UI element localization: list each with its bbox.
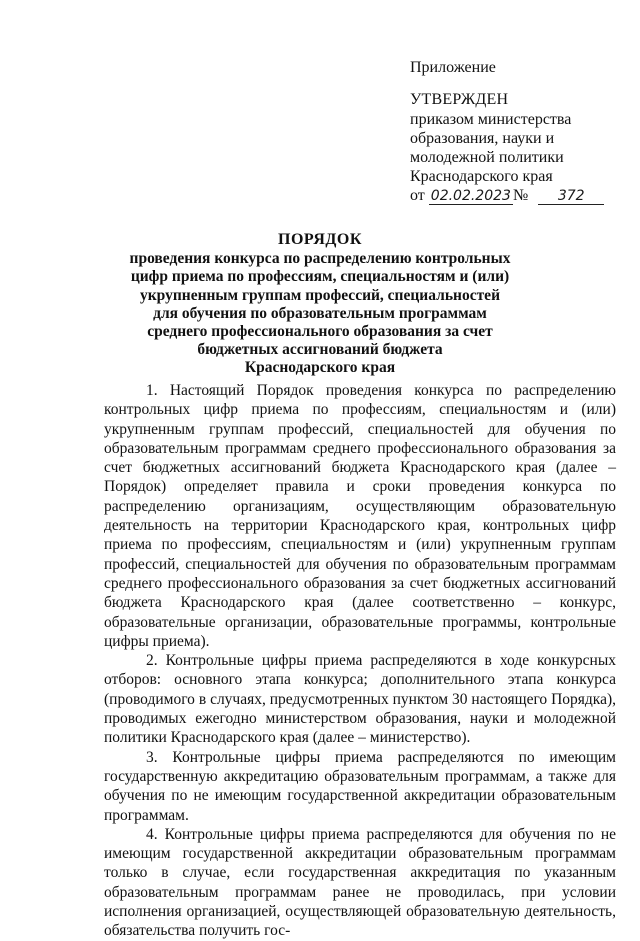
approval-line: приказом министерства	[410, 111, 572, 128]
order-date-line	[410, 186, 630, 205]
order-number: 372	[538, 189, 604, 205]
paragraph-3: 3. Контрольные цифры приема распределяются по имеющим государственную аккредитацию образовательным программам, а также для обучения по не имеющим государственной аккредитации образовательным программам.	[104, 748, 616, 824]
appendix-label: Приложение	[410, 59, 496, 76]
approval-line: Краснодарского края	[410, 168, 553, 185]
title-line: бюджетных ассигнований бюджета	[197, 341, 443, 359]
title-line: цифр приема по профессиям, специальностям и (или)	[130, 268, 510, 286]
document-title	[110, 231, 530, 378]
approval-line: образования, науки и	[410, 130, 555, 147]
title-line: для обучения по образовательным программам	[153, 304, 487, 322]
number-sign: №	[512, 187, 529, 204]
approval-block	[410, 58, 630, 205]
paragraph-1: 1. Настоящий Порядок проведения конкурса по распределению контрольных цифр приема по профессиям, специальностям и (или) укрупненным группам профессий, специальностей для обучения по образовательным программам среднего профессионального образования за счет бюджетных ассигнований бюджета Краснодарского края (далее – Порядок) определяет правила и сроки проведения конкурса по распределению организациям, осуществляющим образовательную деятельность на территории Краснодарского края, контрольных цифр приема по профессиям, специальностям и (или) укрупненным группам профессий, специальностей для обучения по образовательным программам среднего профессионального образования за счет бюджетных ассигнований бюджета Краснодарского края (далее соответственно – конкурс, образовательные организации, образовательные программы, контрольные цифры приема).	[104, 382, 616, 650]
title-line: среднего профессионального образования за счет	[147, 323, 493, 341]
title-line: Краснодарского края	[244, 359, 396, 377]
paragraph-2: 2. Контрольные цифры приема распределяются в ходе конкурсных отборов: основного этапа конкурса; дополнительного этапа конкурса (проводимого в случаях, предусмотренных пунктом 30 настоящего Порядка), проводимых ежегодно министерством образования, науки и молодежной политики Краснодарского края (далее – министерство).	[104, 652, 616, 747]
approved-label: УТВЕРЖДЕН	[410, 91, 509, 108]
title-line: проведения конкурса по распределению контрольных	[129, 250, 511, 268]
title-line: укрупненным группам профессий, специальностей	[139, 286, 500, 304]
approval-line: молодежной политики	[410, 149, 564, 166]
document-body	[104, 381, 616, 941]
order-date: 02.02.2023	[430, 188, 511, 204]
date-prefix: от	[410, 187, 425, 204]
paragraph-4: 4. Контрольные цифры приема распределяются для обучения по не имеющим государственной аккредитации образовательным программам только в случае, если государственная аккредитация по указанным образовательным программам ранее не проводилась, при условии исполнения организацией, осуществляющей образовательную деятельность, обязательства получить гос-	[104, 825, 616, 940]
title-main: ПОРЯДОК	[278, 231, 362, 248]
